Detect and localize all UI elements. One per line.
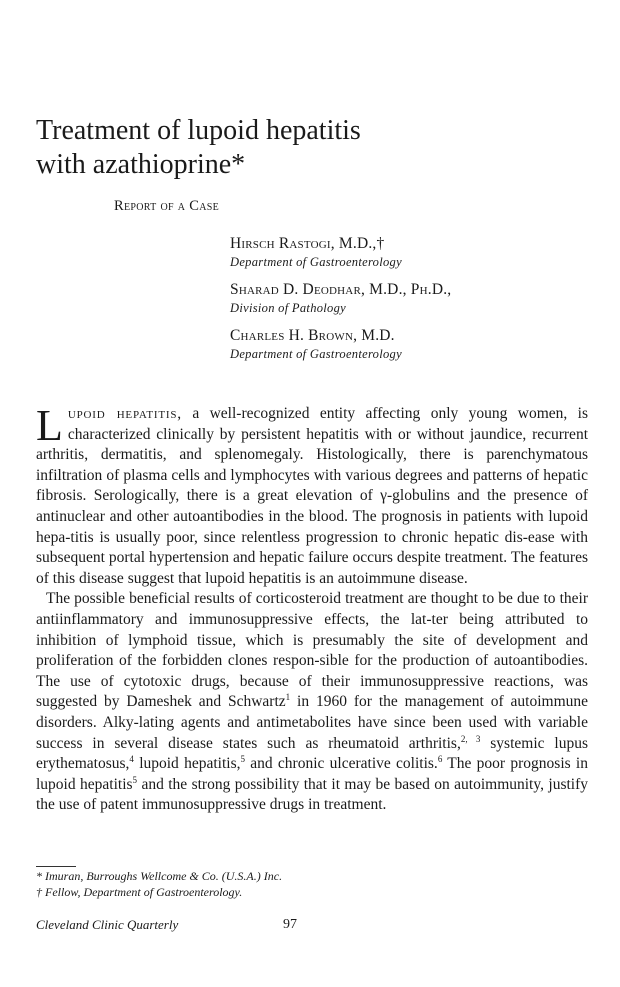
report-subtitle: Report of a Case [114, 198, 219, 214]
paragraph-2-text: The possible beneficial results of corticosteroid treatment are thought to be due to their antiinflammatory and immunosuppressive effects, the lat-ter being attributed to inhibition of lymphoid tissue, which is presumably the site of development and proliferation of the forbidden clones respon-sible for the production of autoantibodies. The use of cytotoxic drugs, because of their immunosuppressive reactions, was suggested by Dameshek and Schwartz [36, 590, 588, 711]
footnote-rule [36, 866, 76, 867]
paragraph-2-text: lupoid hepatitis, [133, 755, 241, 773]
title-line-2: with azathioprine* [36, 149, 246, 180]
journal-name: Cleveland Clinic Quarterly [36, 917, 179, 932]
paragraph-2-text: The poor prognosis in lupoid hepatitis [36, 755, 588, 793]
author-department: Department of Gastroenterology [230, 347, 402, 361]
reference-marker: 2, 3 [460, 733, 481, 744]
lead-in: upoid hepatitis, [67, 405, 182, 422]
footnote-dagger: † Fellow, Department of Gastroenterology. [36, 885, 243, 899]
paragraph-2-text: in 1960 for the management of autoimmune disorders. Alky-lating agents and antimetabolites have since been used with variable success in several disease states such as rheumatoid arthritis, [36, 693, 589, 752]
reference-marker: 5 [240, 753, 245, 764]
paragraph-1-text: a well-recognized entity affecting only young women, is characterized clinically by persistent hepatitis with or without jaundice, recurrent arthritis, dermatitis, and splenomegaly. Histologically, there is parenchymatous infiltration of plasma cells and lymphocytes with various degrees and patterns of hepatic fibrosis. Serologically, there is a great elevation of γ-globulins and the presence of antinuclear and other autoantibodies in the blood. The prognosis in patients with lupoid hepa-titis is usually poor, since relentless progression to chronic hepatic dis-ease with subsequent portal hypertension and hepatic failure occurs despite treatment. The features of this disease suggest that lupoid hepatitis is an autoimmune disease. [36, 405, 588, 587]
author-entry [230, 280, 590, 317]
author-name: Sharad D. Deodhar, M.D., Ph.D., [230, 281, 452, 298]
reference-marker: 1 [285, 692, 291, 703]
author-name: Charles H. Brown, M.D. [230, 327, 395, 344]
reference-marker: 5 [132, 774, 138, 785]
paragraph-2-text: systemic lupus erythematosus, [36, 734, 589, 773]
reference-marker: 4 [129, 753, 134, 764]
footnote-star: * Imuran, Burroughs Wellcome & Co. (U.S.A.) Inc. [36, 869, 283, 883]
author-department: Division of Pathology [230, 301, 347, 315]
title-line-1: Treatment of lupoid hepatitis [36, 115, 361, 146]
drop-cap: L [36, 401, 63, 450]
paragraph-2-text: and the strong possibility that it may be based on autoimmunity, justify the use of patent immunosuppressive drugs in treatment. [36, 775, 588, 814]
author-name: Hirsch Rastogi, M.D.,† [230, 235, 385, 252]
author-entry [230, 234, 590, 271]
author-entry [230, 326, 590, 363]
paragraph-1 [36, 401, 588, 589]
author-department: Department of Gastroenterology [230, 255, 402, 269]
reference-marker: 6 [437, 753, 443, 764]
page-number: 97 [283, 917, 297, 932]
article-title [36, 114, 556, 182]
author-list [230, 234, 590, 372]
paragraph-2 [36, 589, 588, 816]
footnotes [36, 868, 596, 900]
article-body [36, 401, 589, 816]
paragraph-2-text: and chronic ulcerative colitis. [244, 755, 438, 773]
